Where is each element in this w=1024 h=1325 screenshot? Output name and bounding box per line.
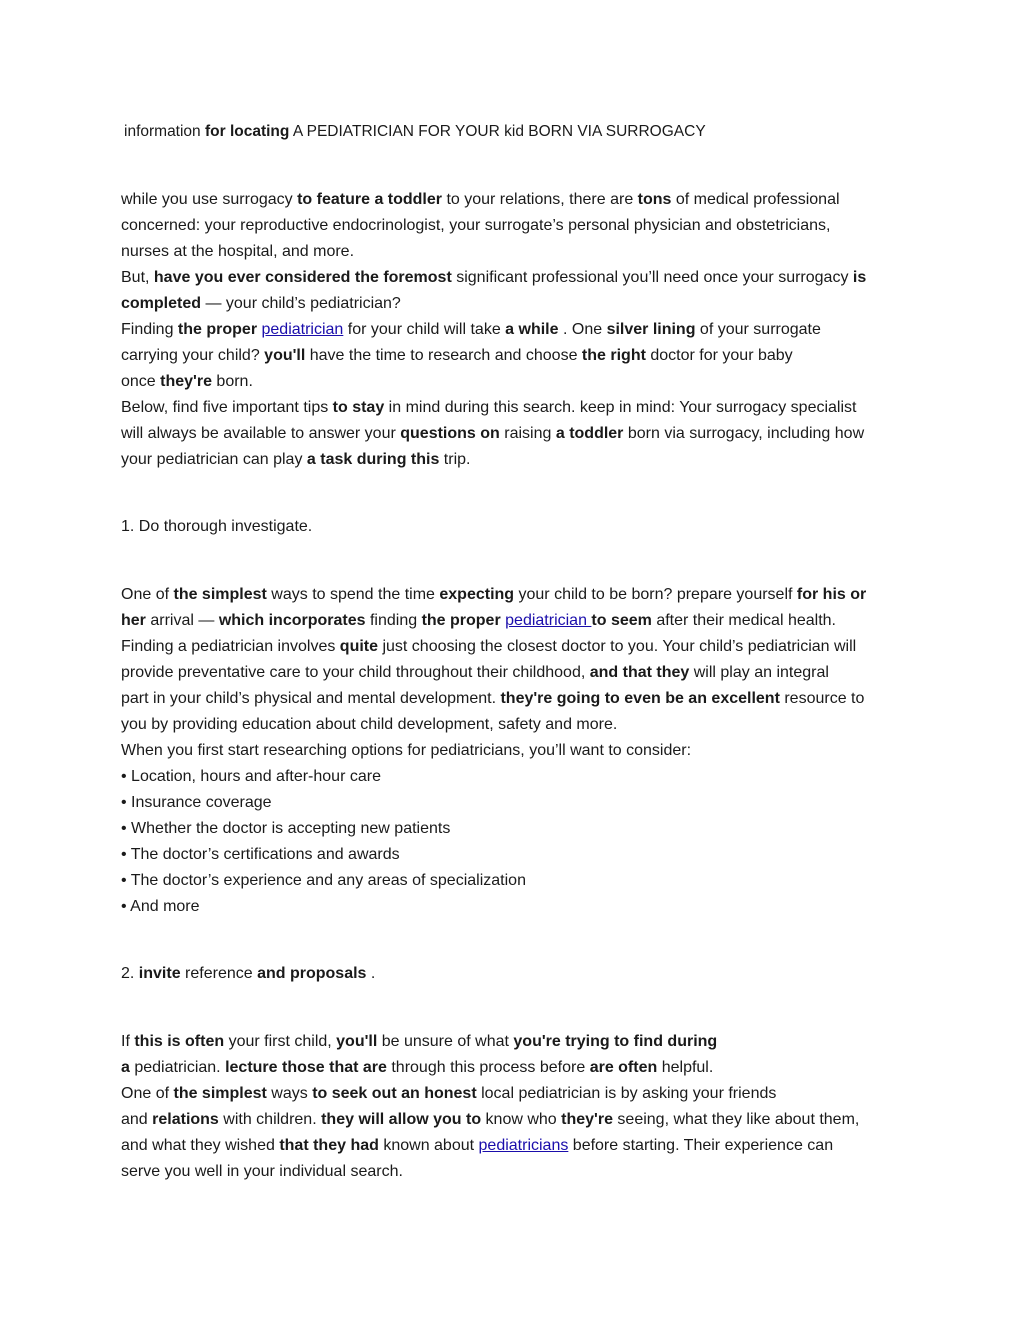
- text: . One: [558, 321, 607, 338]
- text: But,: [121, 269, 154, 286]
- bullet-item: • Whether the doctor is accepting new patients: [121, 820, 451, 837]
- bold-text: a: [121, 1059, 130, 1076]
- text: Finding: [121, 321, 178, 338]
- text: One of: [121, 1085, 174, 1102]
- bold-text: a while: [505, 321, 559, 338]
- text: A PEDIATRICIAN FOR YOUR kid BORN VIA SURROGACY: [289, 123, 706, 140]
- bold-text: the right: [581, 347, 646, 364]
- text: Finding a pediatrician involves: [121, 638, 340, 655]
- bold-text: which incorporates: [218, 612, 366, 629]
- text: and what they wished: [121, 1137, 280, 1154]
- text: Below, find five important tips: [121, 399, 333, 416]
- text: through this process before: [386, 1059, 590, 1076]
- text-line: [121, 660, 921, 686]
- text-line: [121, 1107, 921, 1133]
- text: reference: [180, 965, 258, 982]
- text: for your child will take: [343, 321, 506, 338]
- text-line: [121, 608, 921, 634]
- bold-text: you'll: [336, 1033, 378, 1050]
- text: information: [124, 123, 205, 140]
- text-line: [121, 447, 921, 473]
- text: arrival —: [145, 612, 219, 629]
- text: once: [121, 373, 161, 390]
- text: your child to be born? prepare yourself: [514, 586, 797, 603]
- text: in mind during this search. keep in mind: Your surrogacy specialist: [384, 399, 857, 416]
- text-line: [121, 1029, 921, 1055]
- text-line: [121, 317, 921, 343]
- text: born via surrogacy, including how: [623, 425, 865, 442]
- text: just choosing the closest doctor to you. Your child’s pediatrician will: [378, 638, 857, 655]
- heading-text: 1. Do thorough investigate.: [121, 518, 313, 535]
- text: before starting. Their experience can: [568, 1137, 834, 1154]
- text-line: [121, 213, 921, 239]
- text: provide preventative care to your child throughout their childhood,: [121, 664, 590, 681]
- text: doctor for your baby: [645, 347, 793, 364]
- text: know who: [481, 1111, 562, 1128]
- section-heading-2: [121, 961, 921, 987]
- bold-text: completed: [121, 295, 202, 312]
- text: known about: [378, 1137, 479, 1154]
- bold-text: the proper: [177, 321, 258, 338]
- text: born.: [211, 373, 253, 390]
- text: ways: [266, 1085, 313, 1102]
- bold-text: to seem: [591, 612, 652, 629]
- bold-text: lecture those that are: [225, 1059, 387, 1076]
- text: When you first start researching options for pediatricians, you’ll want to consider:: [121, 742, 692, 759]
- text-line: [121, 686, 921, 712]
- text-line: [121, 369, 921, 395]
- text: will always be available to answer your: [121, 425, 401, 442]
- bold-text: quite: [339, 638, 379, 655]
- pediatrician-link[interactable]: pediatrician: [505, 612, 592, 629]
- bold-text: invite: [138, 965, 181, 982]
- bullet-item: • The doctor’s experience and any areas of specialization: [121, 872, 526, 889]
- text-line: [121, 1159, 921, 1185]
- text: concerned: your reproductive endocrinologist, your surrogate’s personal physician and obstetricians,: [121, 217, 831, 234]
- text: — your child’s pediatrician?: [201, 295, 401, 312]
- text: .: [366, 965, 376, 982]
- text: be unsure of what: [377, 1033, 514, 1050]
- text: finding: [365, 612, 422, 629]
- text-line: [121, 239, 921, 265]
- bold-text: relations: [152, 1111, 219, 1128]
- section-1-paragraph: [121, 582, 921, 920]
- text: will play an integral: [689, 664, 829, 681]
- text: of your surrogate: [695, 321, 821, 338]
- text-line: [121, 634, 921, 660]
- bold-text: silver lining: [606, 321, 696, 338]
- text: pediatrician.: [129, 1059, 226, 1076]
- text: significant professional you’ll need once your surrogacy: [451, 269, 853, 286]
- bold-text: are often: [589, 1059, 658, 1076]
- bold-text: the simplest: [173, 1085, 267, 1102]
- text: have the time to research and choose: [305, 347, 582, 364]
- bullet-item: • Location, hours and after-hour care: [121, 768, 381, 785]
- bold-text: to stay: [332, 399, 385, 416]
- text: you by providing education about child development, safety and more.: [121, 716, 618, 733]
- text: after their medical health.: [651, 612, 836, 629]
- bold-text: her: [121, 612, 146, 629]
- text: One of: [121, 586, 174, 603]
- text: part in your child’s physical and mental development.: [121, 690, 501, 707]
- page-title: [124, 121, 1004, 143]
- section-2-paragraph: [121, 1029, 921, 1185]
- text-line: [121, 582, 921, 608]
- text-line: [121, 187, 921, 213]
- text: helpful.: [657, 1059, 714, 1076]
- text: ways to spend the time: [266, 586, 440, 603]
- text: raising: [499, 425, 556, 442]
- bullet-item: • Insurance coverage: [121, 794, 272, 811]
- bold-text: the simplest: [173, 586, 267, 603]
- bold-text: to seek out an honest: [312, 1085, 477, 1102]
- bullet-item: • And more: [121, 898, 200, 915]
- bold-text: have you ever considered the foremost: [153, 269, 452, 286]
- text: If: [121, 1033, 135, 1050]
- text-line: [121, 1081, 921, 1107]
- intro-paragraph: [121, 187, 921, 473]
- bold-text: that they had: [279, 1137, 379, 1154]
- bold-text: tons: [637, 191, 672, 208]
- section-heading-1: [121, 514, 921, 540]
- text: resource to: [779, 690, 865, 707]
- bold-text: a task during this: [306, 451, 440, 468]
- bold-text: you're trying to find during: [513, 1033, 718, 1050]
- text-line: [121, 738, 921, 764]
- bold-text: the proper: [421, 612, 501, 629]
- text-line: [121, 712, 921, 738]
- text: to your relations, there are: [442, 191, 638, 208]
- pediatrician-link[interactable]: pediatrician: [261, 321, 344, 338]
- pediatricians-link[interactable]: pediatricians: [478, 1137, 569, 1154]
- text-line: [121, 343, 921, 369]
- bold-text: for his or: [796, 586, 867, 603]
- text: carrying your child?: [121, 347, 265, 364]
- bold-text: they will allow you to: [321, 1111, 482, 1128]
- text-line: [121, 421, 921, 447]
- text: trip.: [439, 451, 471, 468]
- text: serve you well in your individual search.: [121, 1163, 403, 1180]
- text: seeing, what they like about them,: [612, 1111, 860, 1128]
- bullet-item: • The doctor’s certifications and awards: [121, 846, 400, 863]
- text: local pediatrician is by asking your friends: [476, 1085, 777, 1102]
- text: while you use surrogacy: [121, 191, 298, 208]
- bold-text: for locating: [204, 123, 290, 140]
- text-line: [121, 291, 921, 317]
- bold-text: a toddler: [555, 425, 624, 442]
- bold-text: to feature a toddler: [297, 191, 442, 208]
- text-line: [121, 1055, 921, 1081]
- text-line: [121, 395, 921, 421]
- bold-text: and proposals: [257, 965, 367, 982]
- text: of medical professional: [671, 191, 840, 208]
- text: your pediatrician can play: [121, 451, 307, 468]
- text: 2.: [121, 965, 139, 982]
- bold-text: is: [852, 269, 867, 286]
- bold-text: they're going to even be an excellent: [500, 690, 780, 707]
- bold-text: they're: [160, 373, 212, 390]
- text: your first child,: [224, 1033, 337, 1050]
- heading-text: [121, 961, 921, 987]
- text: nurses at the hospital, and more.: [121, 243, 355, 260]
- text-line: [121, 265, 921, 291]
- text-line: [121, 1133, 921, 1159]
- bold-text: this is often: [134, 1033, 225, 1050]
- text: with children.: [218, 1111, 322, 1128]
- text: and: [121, 1111, 153, 1128]
- bold-text: you'll: [264, 347, 306, 364]
- bold-text: and that they: [589, 664, 690, 681]
- bold-text: expecting: [439, 586, 515, 603]
- bold-text: questions on: [400, 425, 500, 442]
- bold-text: they're: [561, 1111, 613, 1128]
